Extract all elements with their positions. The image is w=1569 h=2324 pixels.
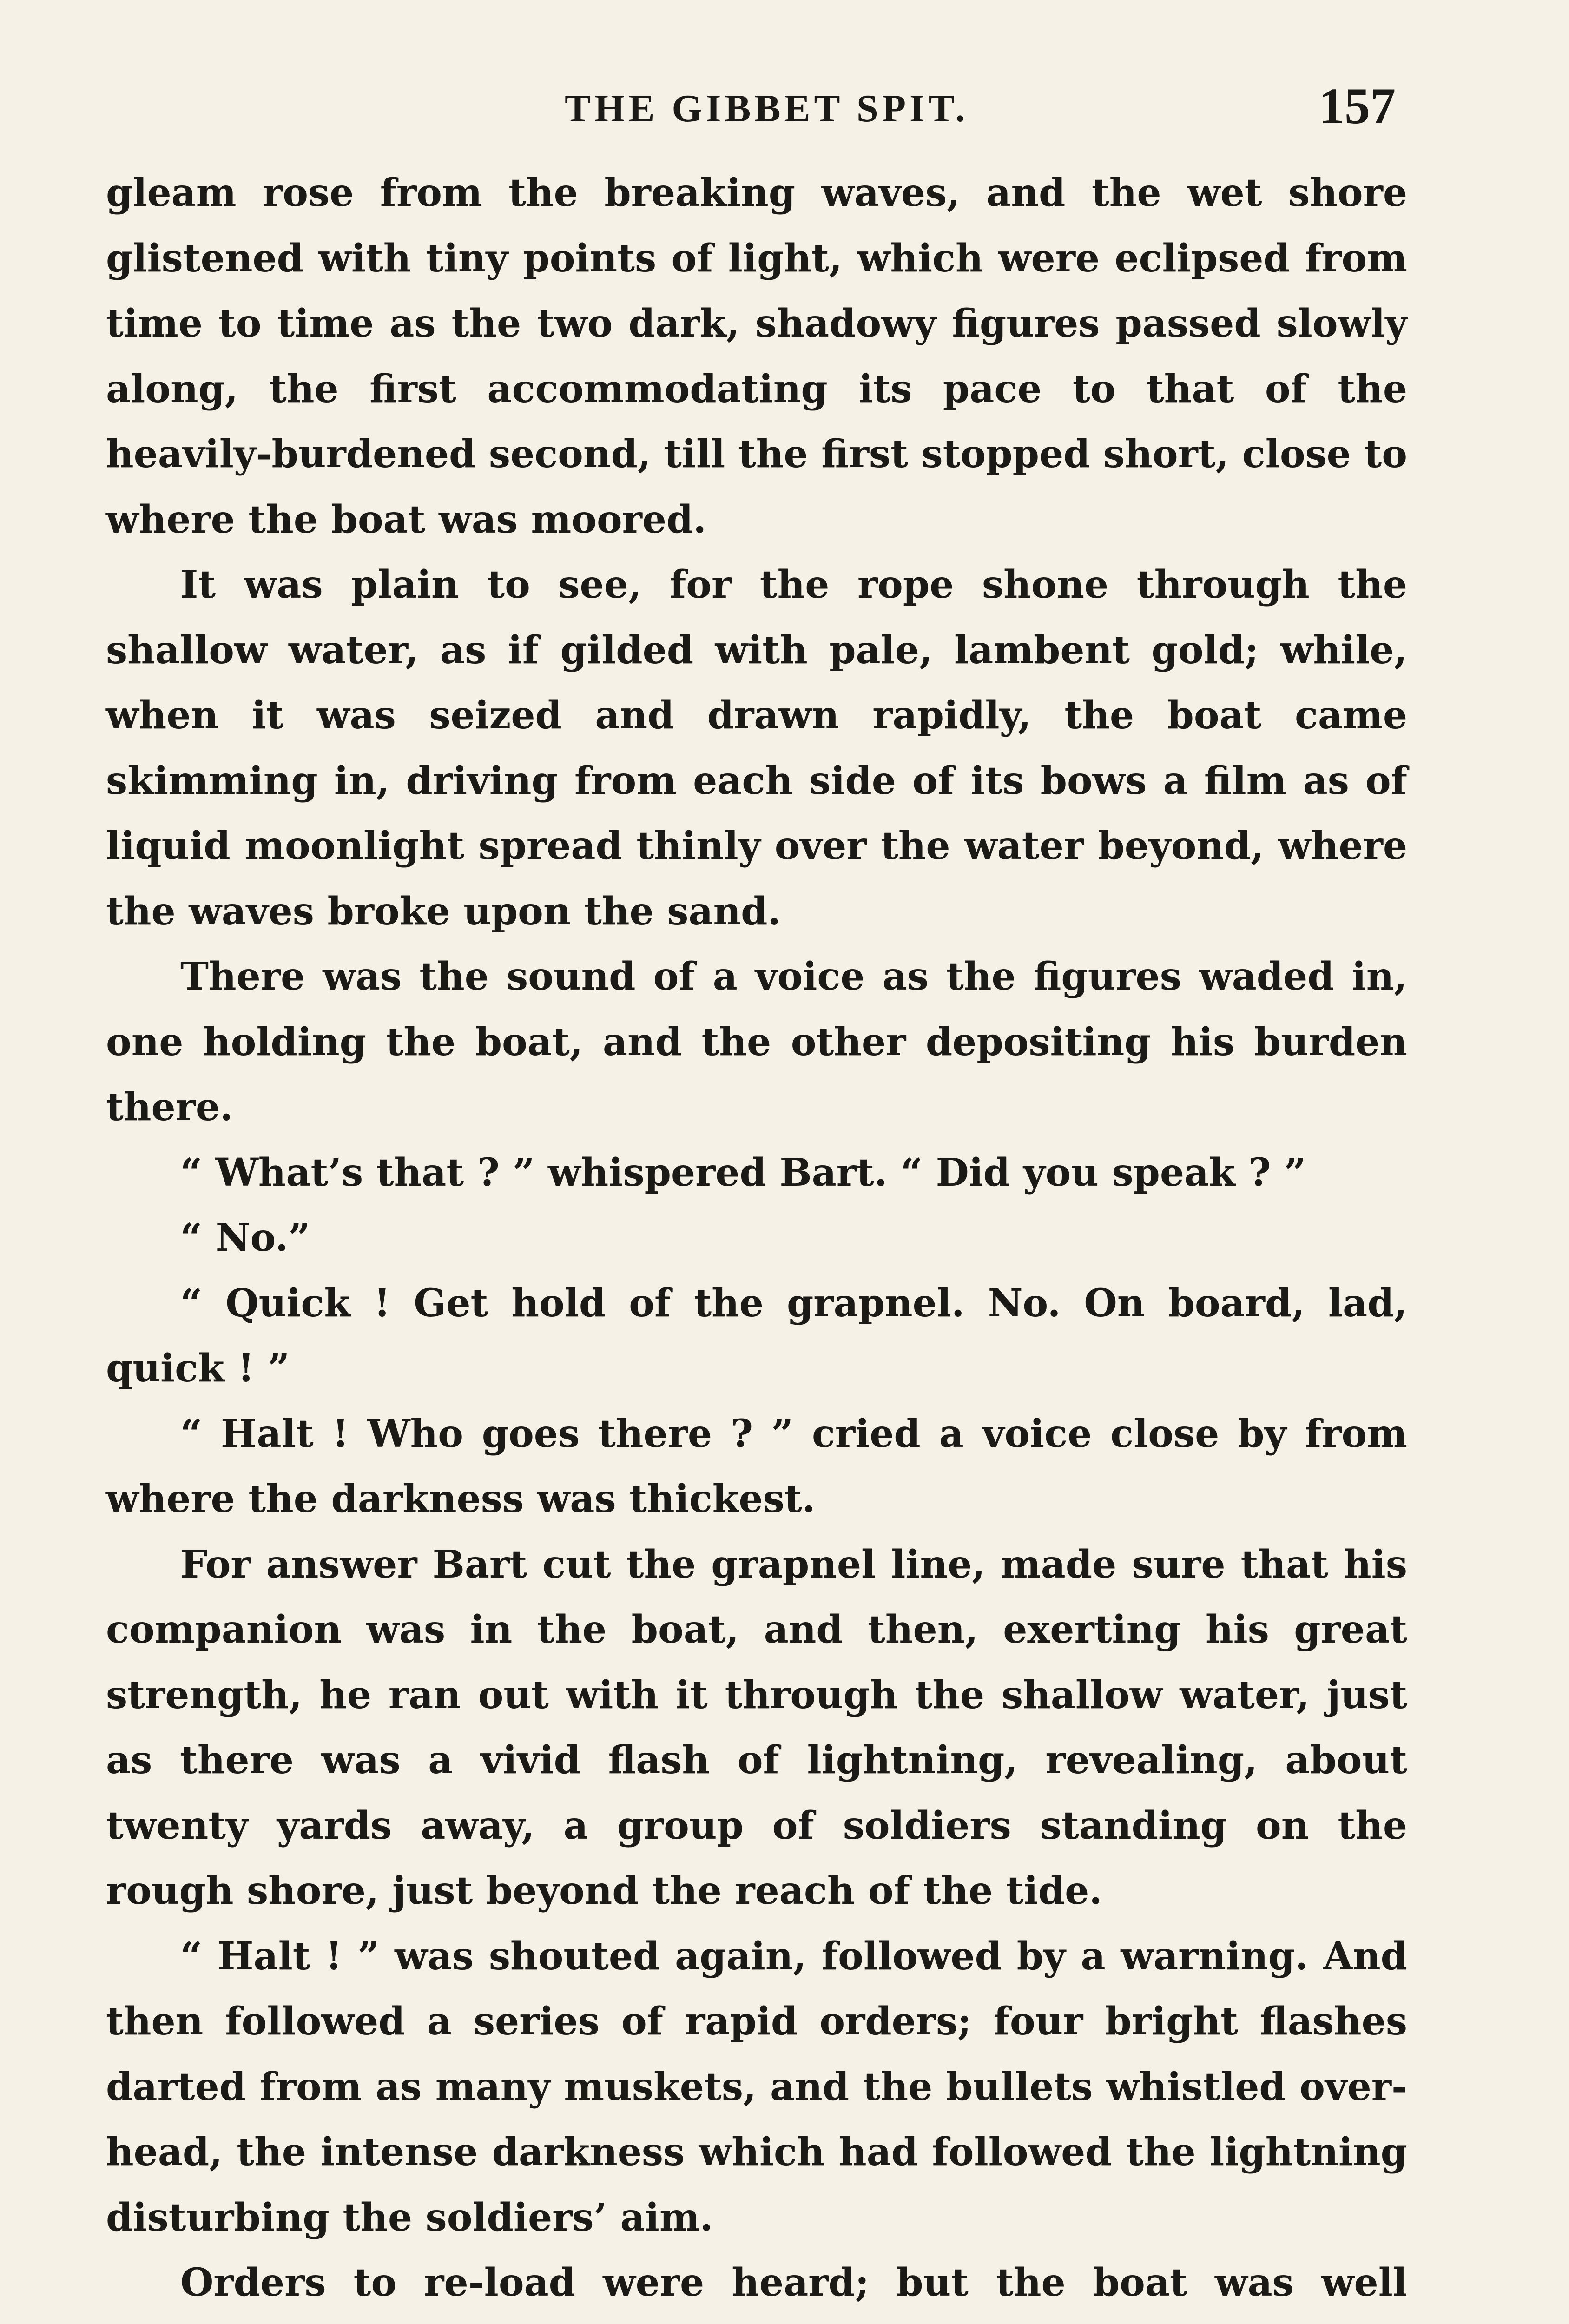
paragraph-continued: gleam rose from the breaking waves, and the wet shore glistened with tiny points of light, which were eclipsed from time to time as the two dark, shadowy figures passed slowly along, the first accommodating its pace to that of the heavily-burdened second, till the first stopped short, close to where the boat was moored.	[106, 171, 1407, 542]
body-text	[106, 160, 1407, 2324]
dialogue-line: “ Quick ! Get hold of the grapnel. No. On board, lad, quick ! ”	[106, 1281, 1407, 1391]
paragraph: There was the sound of a voice as the figures waded in, one holding the boat, and the other depositing his burden there.	[106, 954, 1407, 1129]
paragraph: Orders to re-load were heard; but the boat was well	[180, 2260, 1407, 2305]
page-number: 157	[1319, 78, 1396, 134]
running-head: THE GIBBET SPIT.	[565, 87, 969, 130]
dialogue-line: “ What’s that ? ” whispered Bart. “ Did you speak ? ”	[180, 1150, 1306, 1195]
dialogue-line: “ Halt ! ” was shouted again, followed by a warning. And then followed a series of rapid orders; four bright flashes darted from as many muskets, and the bullets whistled over-head, the intense darkness which had followed the lightning disturbing the soldiers’ aim.	[106, 1934, 1407, 2240]
page-header	[0, 77, 1569, 132]
dialogue-line: “ Halt ! Who goes there ? ” cried a voice close by from where the darkness was thickest.	[106, 1411, 1407, 1521]
dialogue-line: “ No.”	[180, 1215, 310, 1260]
paragraph: It was plain to see, for the rope shone through the shallow water, as if gilded with pale, lambent gold; while, when it was seized and drawn rapidly, the boat came skimming in, driving from each side of its bows a film as of liquid moonlight spread thinly over the water beyond, where the waves broke upon the sand.	[106, 562, 1407, 934]
paragraph: For answer Bart cut the grapnel line, made sure that his companion was in the boat, and then, exerting his great strength, he ran out with it through the shallow water, just as there was a vivid flash of lightning, revealing, about twenty yards away, a group of soldiers standing on the rough shore, just beyond the reach of the tide.	[106, 1542, 1407, 1913]
